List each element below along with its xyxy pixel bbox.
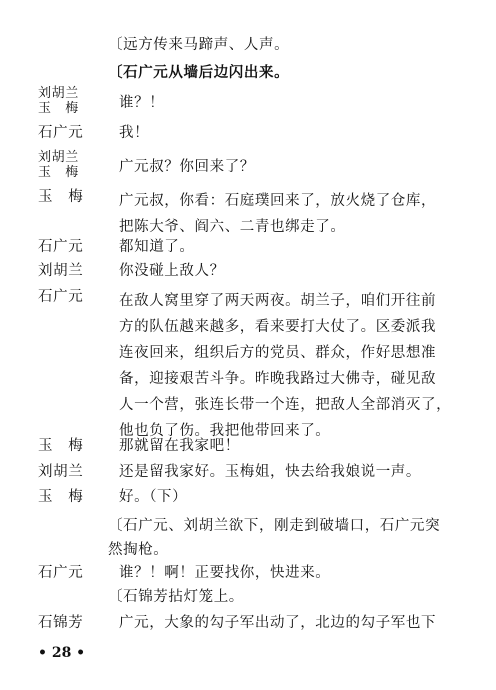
speaker: 刘胡兰 <box>38 263 84 279</box>
speaker: 石广元 <box>38 239 84 255</box>
dialogue: 谁？！啊！正要找你，快进来。 <box>119 565 331 581</box>
dialogue: 在敌人窝里穿了两天两夜。胡兰子，咱们开往前 方的队伍越来越多，看来要打大仗了。区委派我 连夜回来，组织后方的党员、群众，作好思想准 备，迎接艰苦斗争。昨晚我路过大佛寺，碰见敌 人一个营，张连长带一个连，把敌人全部消灭了， 他也负了伤。我把他带回来了。 <box>119 293 452 439</box>
speaker: 石锦芳 <box>38 615 84 631</box>
speaker: 玉 梅 <box>38 489 84 505</box>
dialogue: 你没碰上敌人？ <box>119 263 225 279</box>
dialogue: 广元叔？你回来了？ <box>119 159 255 175</box>
speaker: 玉 梅 <box>38 189 84 205</box>
page-number: • 28 • <box>38 645 86 661</box>
stage-direction: 〔远方传来马蹄声、人声。 <box>108 37 290 53</box>
speaker: 石广元 <box>38 125 84 141</box>
stage-direction: 〔石广元从墙后边闪出来。 <box>108 64 290 81</box>
dialogue: 那就留在我家吧！ <box>119 438 240 454</box>
dialogue: 我！ <box>119 125 150 141</box>
dialogue: 广元叔，你看：石庭璞回来了，放火烧了仓库， 把陈大爷、阎六、二青也绑走了。 <box>119 193 437 235</box>
stage-direction: 〔石锦芳拈灯笼上。 <box>108 589 244 605</box>
speaker: 石广元 <box>38 565 84 581</box>
dialogue: 好。（下） <box>119 489 188 505</box>
dialogue: 都知道了。 <box>119 239 195 255</box>
speaker: 石广元 <box>38 289 84 305</box>
dialogue: 谁？！ <box>119 95 165 111</box>
dialogue: 广元，大象的勾子军出动了，北边的勾子军也下 <box>119 615 437 631</box>
stage-direction: 〔石广元、刘胡兰欲下，刚走到破墙口，石广元突 然掏枪。 <box>108 518 441 558</box>
speaker: 刘胡兰 玉 梅 <box>38 150 79 180</box>
speaker: 刘胡兰 <box>38 464 84 480</box>
dialogue: 还是留我家好。玉梅姐，快去给我娘说一声。 <box>119 464 421 480</box>
speaker: 玉 梅 <box>38 438 84 454</box>
speaker: 刘胡兰 玉 梅 <box>38 86 79 116</box>
